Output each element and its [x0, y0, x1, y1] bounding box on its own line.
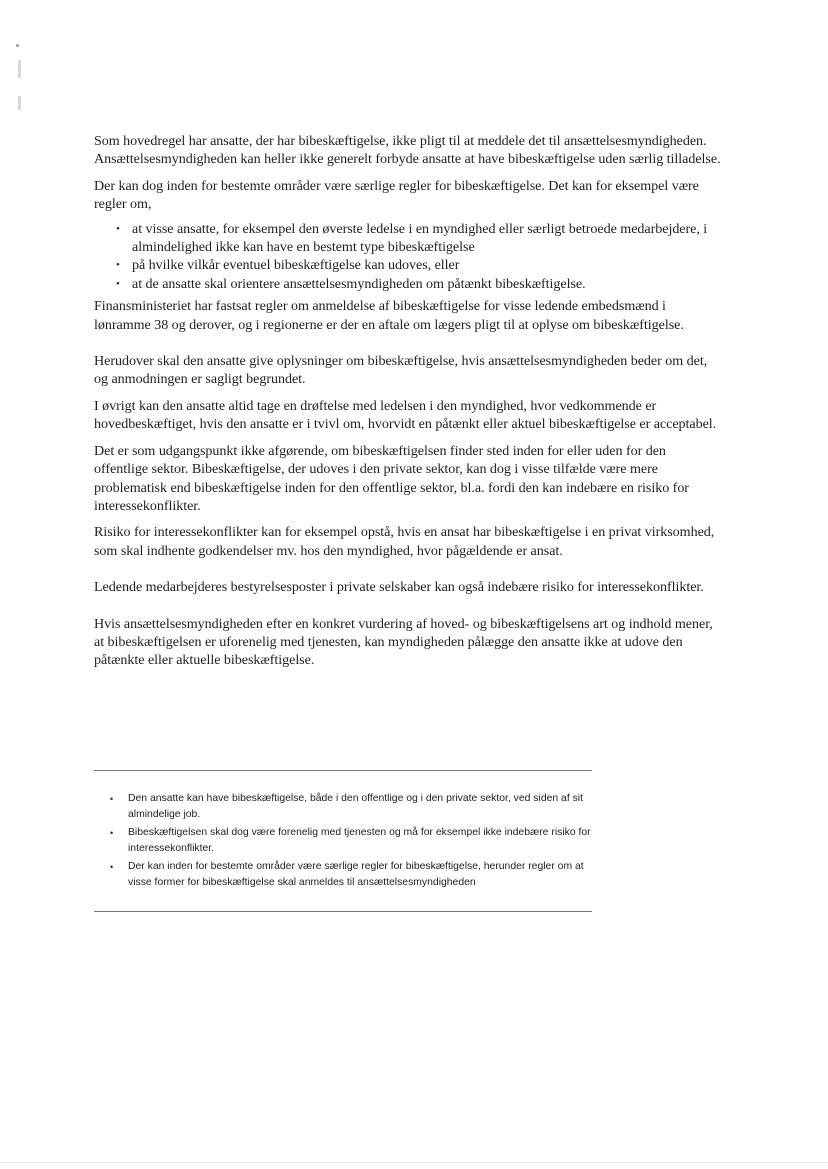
list-item-text: at visse ansatte, for eksempel den øverste ledelse i en myndighed eller særligt betroede medarbejdere, i almindelighed ikke kan have en bestemt type bibeskæftigelse [132, 220, 708, 256]
scan-artifact-mark [18, 96, 21, 110]
list-item [116, 275, 722, 293]
summary-item [110, 791, 592, 824]
bullet-icon: • [116, 222, 120, 235]
scan-artifact-mark [18, 60, 21, 78]
summary-item-text: Bibeskæftigelsen skal dog være forenelig med tjenesten og må for eksempel ikke indebære risiko for interessekonflikter. [128, 826, 591, 855]
summary-item-text: Der kan inden for bestemte områder være særlige regler for bibeskæftigelse, herunder regler om at visse former for bibeskæftigelse skal anmeldes til ansættelsesmyndigheden [128, 860, 584, 889]
list-item-text: at de ansatte skal orientere ansættelsesmyndigheden om påtænkt bibeskæftigelse. [132, 275, 586, 292]
summary-item [110, 825, 592, 858]
summary-item [110, 859, 592, 892]
list-item [116, 220, 722, 257]
spacer [94, 605, 722, 615]
bullet-icon: • [116, 259, 120, 272]
summary-box [94, 770, 592, 912]
summary-list [94, 771, 592, 891]
spacer [94, 342, 722, 352]
bullet-icon: • [116, 277, 120, 290]
paragraph: Ledende medarbejderes bestyrelsesposter i private selskaber kan også indebære risiko for interessekonflikter. [94, 579, 704, 596]
paragraph: I øvrigt kan den ansatte altid tage en drøftelse med ledelsen i den myndighed, hvor vedkommende er hovedbeskæftiget, hvis den ansatte er i tvivl om, hvorvidt en påtænkt eller aktuel bibeskæftigelse er acceptabel. [94, 397, 717, 433]
paragraph: Hvis ansættelsesmyndigheden efter en konkret vurdering af hoved- og bibeskæftigelsens art og indhold mener, at bibeskæftigelsen er uforenelig med tjenesten, kan myndigheden pålægge den ansatte ikke at udove den påtænkte eller aktuelle bibeskæftigelse. [94, 615, 713, 669]
page-bottom-edge [0, 1162, 828, 1163]
paragraph: Der kan dog inden for bestemte områder være særlige regler for bibeskæftigelse. Det kan for eksempel være regler om, [94, 177, 699, 213]
paragraph: Risiko for interessekonflikter kan for eksempel opstå, hvis en ansat har bibeskæftigelse i en privat virksomhed, som skal indhente godkendelser mv. hos den myndighed, hvor pågældende er ansat. [94, 524, 715, 559]
paragraph: Finansministeriet har fastsat regler om anmeldelse af bibeskæftigelse for visse ledende embedsmænd i lønramme 38 og derover, og i regionerne er der en aftale om lægers pligt til at oplyse om bibeskæftigelse. [94, 298, 684, 333]
paragraph: Det er som udgangspunkt ikke afgørende, om bibeskæftigelsen finder sted inden for eller uden for den offentlige sektor. Bibeskæftigelse, der udoves i den private sektor, kan dog i visse tilfælde være mere problematisk end bibeskæftigelse inden for den offentlige sektor, bl.a. fordi den kan indebære en risiko for interessekonflikter. [94, 442, 689, 514]
paragraph: Herudover skal den ansatte give oplysninger om bibeskæftigelse, hvis ansættelsesmyndigheden beder om det, og anmodningen er sagligt begrundet. [94, 353, 708, 388]
body-text [94, 132, 722, 678]
list-item-text: på hvilke vilkår eventuel bibeskæftigelse kan udoves, eller [132, 257, 460, 274]
bullet-icon: • [110, 861, 114, 872]
summary-item-text: Den ansatte kan have bibeskæftigelse, både i den offentlige og i den private sektor, ved siden af sit almindelige job. [128, 793, 583, 821]
bullet-list [94, 220, 722, 294]
spacer [94, 568, 722, 578]
list-item [116, 256, 722, 274]
bullet-icon: • [110, 794, 114, 804]
paragraph: Som hovedregel har ansatte, der har bibeskæftigelse, ikke pligt til at meddele det til ansættelsesmyndigheden. Ansættelsesmyndigheden kan heller ikke generelt forbyde ansatte at have bibeskæftigelse uden særlig tilladelse. [94, 133, 721, 168]
scan-artifact-dot [16, 44, 19, 47]
bullet-icon: • [110, 827, 114, 838]
